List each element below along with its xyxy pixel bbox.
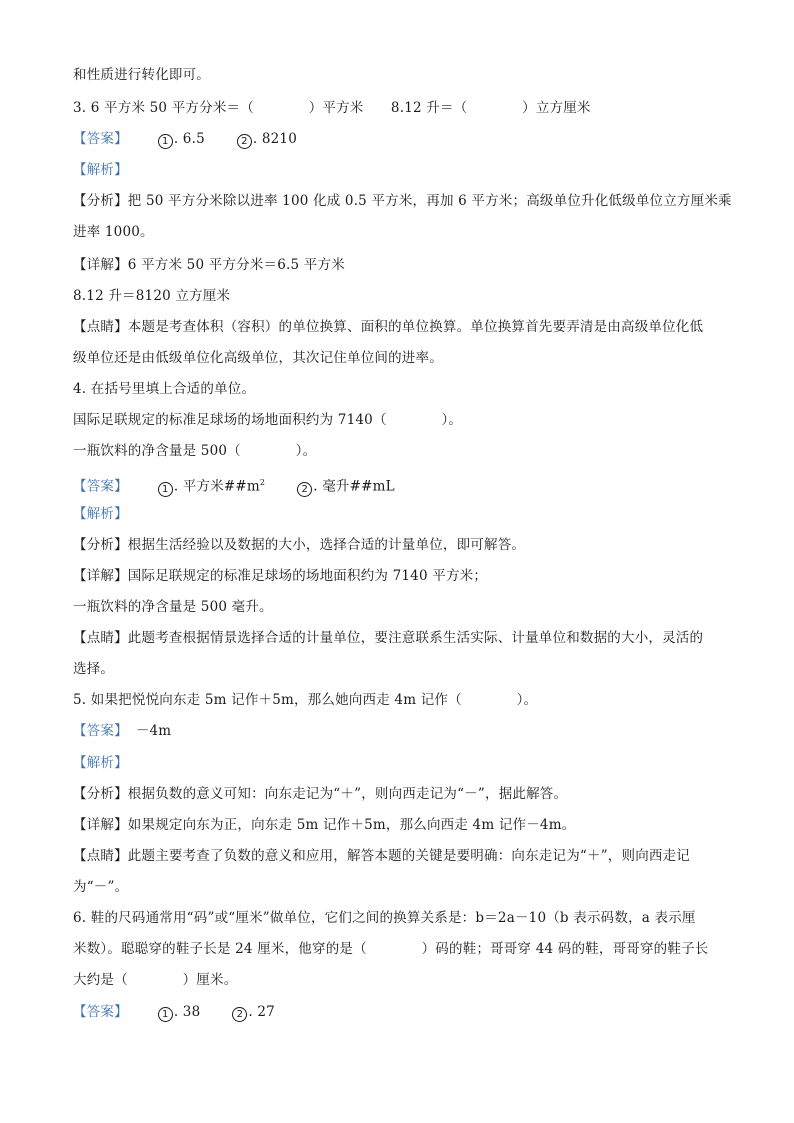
question-text: 大约是（ ）厘米。 (73, 972, 238, 988)
comment-text: 【点睛】此题主要考查了负数的意义和应用，解答本题的关键是要明确：向东走记为“＋”，则向西走记 (73, 848, 691, 864)
answer-line-q5 (73, 722, 733, 740)
question-text: 一瓶饮料的净含量是 500（ ）。 (73, 443, 317, 459)
circled-number: 1 (158, 482, 173, 497)
detail-text: 【详解】6 平方米 50 平方分米＝6.5 平方米 (73, 257, 345, 273)
comment-text: 级单位还是由低级单位化高级单位，其次记住单位间的进率。 (73, 350, 443, 366)
answer-line-q6 (73, 1003, 733, 1022)
answer-value: . 平方米##m (173, 478, 260, 495)
comment-text: 【点睛】本题是考查体积（容积）的单位换算、面积的单位换算。单位换算首先要弄清是由高级单位化低 (73, 319, 704, 335)
answer-line-q4 (73, 474, 733, 497)
answer-value: －4m (135, 723, 172, 739)
answer-value: . 毫升##mL (313, 478, 395, 495)
comment-text: 为“－”。 (73, 879, 129, 895)
question-text: 米数）。聪聪穿的鞋子长是 24 厘米，他穿的是（ ）码的鞋；哥哥穿 44 码的鞋，哥哥穿的鞋子长 (73, 941, 709, 957)
answer-tag: 【答案】 (73, 478, 128, 495)
analysis-text: 【分析】根据负数的意义可知：向东走记为“＋”，则向西走记为“－”，据此解答。 (73, 786, 568, 802)
answer-value: . 38 (173, 1004, 201, 1020)
detail-text: 8.12 升＝8120 立方厘米 (73, 288, 231, 304)
comment-text: 选择。 (73, 661, 115, 677)
answer-value: . 27 (248, 1004, 275, 1020)
answer-tag: 【答案】 (73, 1004, 128, 1020)
analysis-text: 进率 1000。 (73, 224, 154, 240)
circled-number: 1 (158, 134, 173, 149)
question-4: 4. 在括号里填上合适的单位。 (73, 381, 256, 397)
answer-tag: 【答案】 (73, 131, 128, 147)
question-5: 5. 如果把悦悦向东走 5m 记作＋5m，那么她向西走 4m 记作（ ）。 (73, 692, 538, 708)
analysis-text: 【分析】把 50 平方分米除以进率 100 化成 0.5 平方米，再加 6 平方米；高级单位升化低级单位立方厘米乘 (73, 193, 732, 209)
detail-text: 【详解】国际足联规定的标准足球场的场地面积约为 7140 平方米； (73, 568, 488, 584)
answer-value: . 6.5 (173, 131, 205, 147)
comment-text: 【点睛】此题考查根据情景选择合适的计量单位，要注意联系生活实际、计量单位和数据的大小，灵活的 (73, 630, 704, 646)
detail-text: 一瓶饮料的净含量是 500 毫升。 (73, 599, 273, 615)
circled-number: 1 (158, 1007, 173, 1022)
answer-value: . 8210 (252, 131, 298, 147)
section-heading-jiexi: 【解析】 (73, 162, 128, 178)
answer-tag: 【答案】 (73, 723, 128, 739)
question-3: 3. 6 平方米 50 平方分米＝（ ）平方米 8.12 升＝（ ）立方厘米 (73, 100, 591, 116)
section-heading-jiexi: 【解析】 (73, 755, 128, 771)
text-line: 和性质进行转化即可。 (73, 67, 210, 83)
answer-line-q3 (73, 130, 733, 149)
circled-number: 2 (237, 134, 252, 149)
superscript: 2 (259, 478, 266, 487)
circled-number: 2 (232, 1007, 247, 1022)
section-heading-jiexi: 【解析】 (73, 506, 128, 522)
question-6: 6. 鞋的尺码通常用“码”或“厘米”做单位，它们之间的换算关系是：b＝2a－10（b 表示码数，a 表示厘 (73, 910, 696, 926)
detail-text: 【详解】如果规定向东为正，向东走 5m 记作＋5m，那么向西走 4m 记作－4m。 (73, 817, 576, 833)
circled-number: 2 (297, 482, 312, 497)
question-text: 国际足联规定的标准足球场的场地面积约为 7140（ ）。 (73, 412, 463, 428)
analysis-text: 【分析】根据生活经验以及数据的大小，选择合适的计量单位，即可解答。 (73, 537, 526, 553)
